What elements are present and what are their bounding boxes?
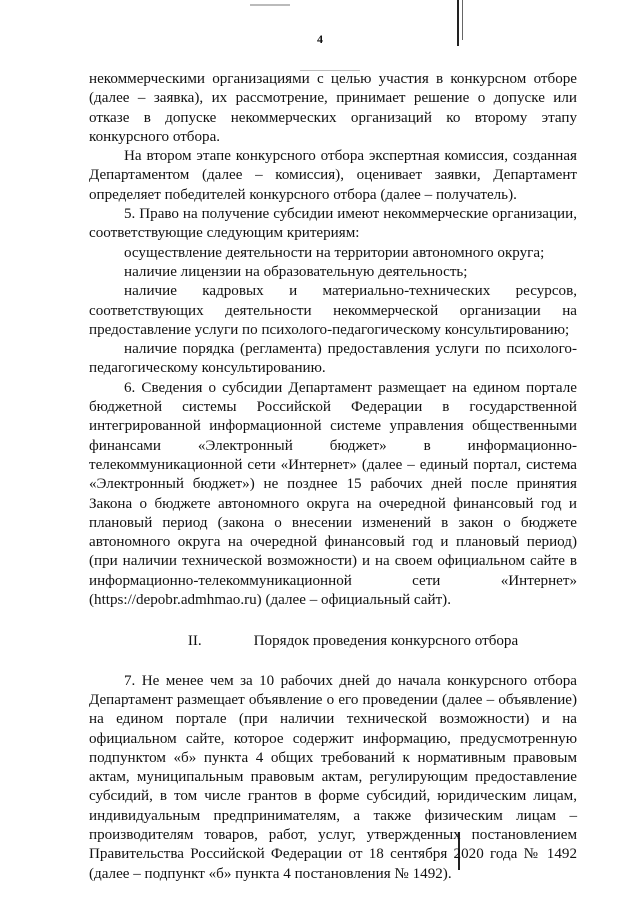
paragraph: 6. Сведения о субсидии Департамент размещает на едином портале бюджетной системы Российской Федерации в государственной интегрированной информационной системе управления общественными финансами «Электронный бюджет» в информационно-телекоммуникационной сети «Интернет» (далее – единый портал, система «Электронный бюджет») не позднее 15 рабочих дней после принятия Закона о бюджете автономного округа на очередной финансовый год и плановый период (закона о внесении изменений в закон о бюджете автономного округа на очередной финансовый год и плановый период) (при наличии технической возможности) и на своем официальном сайте в информационно-телекоммуникационной сети «Интернет» (https://depobr.admhmao.ru) (далее – официальный сайт). bbox=[89, 379, 577, 609]
scan-artifact bbox=[457, 0, 459, 46]
scan-artifact bbox=[250, 4, 290, 6]
paragraph: 5. Право на получение субсидии имеют некоммерческие организации, соответствующие следующим критериям: bbox=[89, 206, 577, 242]
section-title: Порядок проведения конкурсного отбора bbox=[253, 633, 519, 650]
paragraph: 7. Не менее чем за 10 рабочих дней до начала конкурсного отбора Департамент размещает объявление о его проведении (далее – объявление) на едином портале (при наличии технической возможности) и на официальном сайте, которое содержит информацию, предусмотренную подпунктом «б» пункта 4 общих требований к нормативным правовым актам, муниципальным правовым актам, регулирующим предоставление субсидий, в том числе грантов в форме субсидий, юридическим лицам, индивидуальным предпринимателям, а также физическим лицам – производителям товаров, работ, услуг, утвержденных постановлением Правительства Российской Федерации от 18 сентября 2020 года № 1492 (далее – подпункт «б» пункта 4 постановления № 1492). bbox=[89, 672, 577, 882]
paragraph: некоммерческими организациями с целью участия в конкурсном отборе (далее – заявка), их рассмотрение, принимает решение о допуске или отказе в допуске некоммерческих организаций ко второму этапу конкурсного отбора. bbox=[89, 71, 577, 145]
paragraph: На втором этапе конкурсного отбора экспертная комиссия, созданная Департаментом (далее – комиссия), оценивает заявки, Департамент определяет победителей конкурсного отбора (далее – получатель). bbox=[89, 148, 577, 203]
scan-artifact bbox=[462, 0, 463, 40]
section-heading bbox=[89, 632, 577, 651]
page-number: 4 bbox=[317, 32, 323, 46]
paragraph: наличие порядка (регламента) предоставления услуги по психолого-педагогическому консультированию. bbox=[89, 341, 577, 377]
paragraph: осуществление деятельности на территории автономного округа; bbox=[124, 244, 545, 261]
section-number: II. bbox=[187, 633, 202, 650]
paragraph: наличие лицензии на образовательную деятельность; bbox=[124, 263, 468, 280]
paragraph: наличие кадровых и материально-технических ресурсов, соответствующих деятельности некоммерческой организации на предоставление услуги по психолого-педагогическому консультированию; bbox=[89, 283, 577, 338]
document-body bbox=[89, 70, 577, 884]
